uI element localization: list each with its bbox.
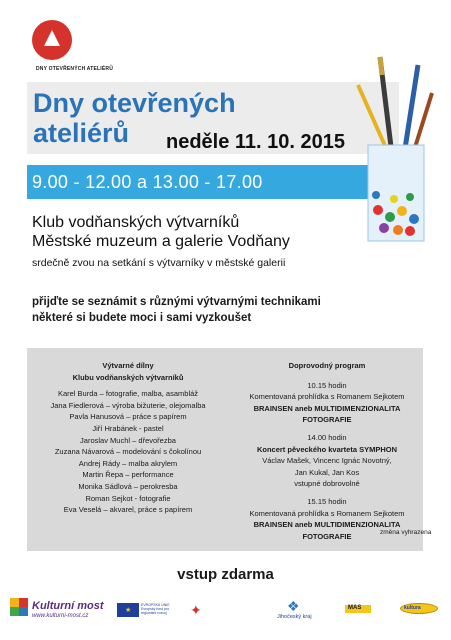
event-date: neděle 11. 10. 2015 bbox=[166, 131, 346, 153]
call-to-action-line-1: přijďte se seznámit s různými výtvarnými technikami bbox=[32, 296, 321, 308]
event-title-line-2: ateliérů bbox=[33, 118, 130, 148]
program-names-2b: Jan Kukal, Jan Kos bbox=[294, 467, 360, 477]
workshop-item: Andrej Rády – malba akrylem bbox=[78, 458, 178, 468]
program-note-2: vstupné dobrovolné bbox=[294, 479, 360, 489]
workshop-item: Monika Sádlová – perokresba bbox=[78, 481, 178, 491]
program-title-1b: FOTOGRAFIE bbox=[302, 415, 352, 425]
program-title-3b: FOTOGRAFIE bbox=[302, 531, 352, 541]
event-times: 9.00 - 12.00 a 13.00 - 17.00 bbox=[32, 172, 263, 192]
region-emblem-icon: ❖ bbox=[287, 598, 300, 614]
program-time-1: 10.15 hodin bbox=[307, 380, 347, 390]
program-names-2a: Václav Mašek, Vincenc Ignác Novotný, bbox=[262, 456, 392, 466]
workshop-item: Jaroslav Muchl – dřevořezba bbox=[80, 435, 176, 445]
kulturni-most-url: www.kulturni-most.cz bbox=[32, 613, 89, 619]
event-title-line-1: Dny otevřených bbox=[33, 88, 236, 118]
program-title-2: Koncert pěveckého kvarteta SYMPHON bbox=[256, 444, 398, 454]
admission-text: vstup zdarma bbox=[177, 566, 274, 583]
kulturni-most-logo-icon bbox=[10, 598, 28, 616]
program-text-3: Komentovaná prohlídka s Romanem Sejkotem bbox=[249, 508, 405, 518]
program-heading: Doprovodný program bbox=[288, 361, 366, 370]
logo-triangle-icon bbox=[44, 30, 60, 46]
kulturni-most-name: Kulturní most bbox=[32, 600, 104, 612]
brushes-glass-illustration bbox=[340, 45, 440, 245]
partner-star-icon: ✦ bbox=[190, 602, 202, 618]
region-name: Jihočeský kraj bbox=[277, 614, 312, 620]
organizer-club: Klub vodňanských výtvarníků bbox=[32, 214, 240, 231]
invitation-text: srdečně zvou na setkání s výtvarníky v městské galerii bbox=[32, 257, 286, 269]
program-text-1: Komentovaná prohlídka s Romanem Sejkotem bbox=[249, 392, 405, 402]
workshop-item: Jiří Hrabánek - pastel bbox=[92, 423, 164, 433]
workshop-item: Roman Sejkot - fotografie bbox=[85, 493, 171, 503]
workshop-item: Jana Fiedlerová – výroba bižuterie, olejomalba bbox=[50, 400, 206, 410]
program-column bbox=[232, 360, 422, 542]
workshop-item: Pavla Hanusová – práce s papírem bbox=[69, 412, 187, 422]
call-to-action-line-2: některé si budete moci i sami vyzkoušet bbox=[32, 312, 252, 324]
partner-logo-oval bbox=[400, 603, 438, 614]
workshops-column bbox=[28, 360, 228, 516]
program-title-1a: BRAINSEN aneb MULTIDIMENZIONALITA bbox=[253, 403, 401, 413]
workshops-subheading: Klubu vodňanských výtvarníků bbox=[72, 372, 184, 382]
organizer-museum: Městské muzeum a galerie Vodňany bbox=[32, 233, 290, 250]
partner-mark: MAS bbox=[348, 605, 362, 611]
program-title-3a: BRAINSEN aneb MULTIDIMENZIONALITA bbox=[253, 520, 401, 530]
eu-caption: EVROPSKÁ UNIE Evropský fond pro regionální rozvoj bbox=[141, 603, 170, 616]
program-time-3: 15.15 hodin bbox=[307, 496, 347, 506]
workshop-item: Karel Burda – fotografie, malba, asambláž bbox=[57, 389, 199, 399]
partner-badge: kultura bbox=[404, 605, 421, 611]
program-time-2: 14.00 hodin bbox=[307, 432, 347, 442]
partner-logo-yellow bbox=[345, 605, 371, 613]
logo-caption: DNY OTEVŘENÝCH ATELIÉRŮ bbox=[36, 66, 114, 72]
workshops-heading: Výtvarné dílny bbox=[102, 361, 154, 370]
workshop-item: Zuzana Návarová – modelování s čokolínou bbox=[54, 447, 202, 457]
program-disclaimer: změna vyhrazena bbox=[380, 529, 432, 536]
workshop-item: Eva Veselá – akvarel, práce s papírem bbox=[63, 505, 193, 515]
workshop-item: Martin Řepa – performance bbox=[82, 470, 174, 480]
eu-flag-icon: ★ bbox=[117, 603, 139, 617]
